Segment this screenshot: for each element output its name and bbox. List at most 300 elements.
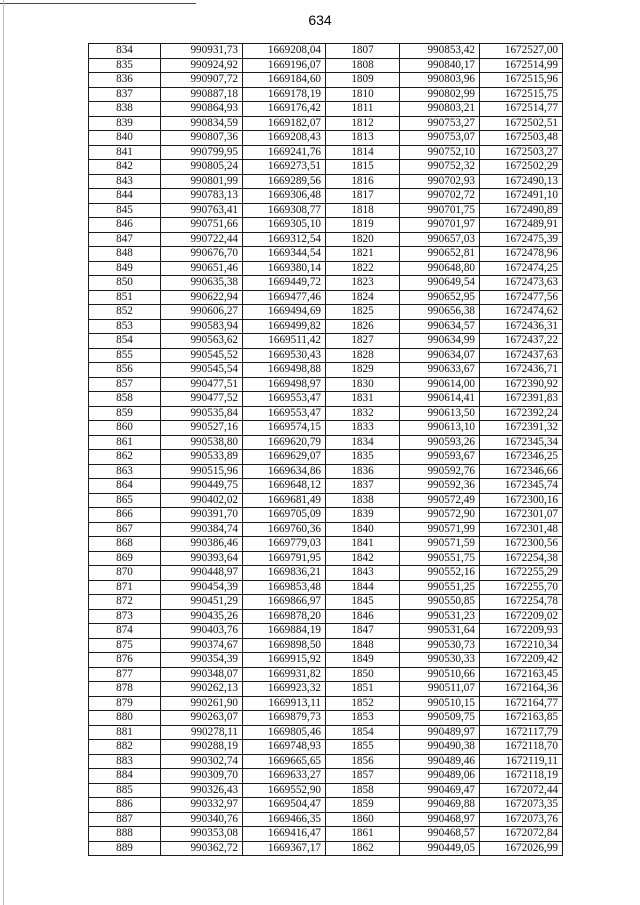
y-coordinate-cell: 1672490,13	[480, 174, 563, 189]
point-number-cell: 840	[89, 131, 161, 146]
table-row	[89, 551, 563, 566]
x-coordinate-cell: 990593,67	[400, 450, 480, 465]
point-number-cell: 871	[89, 580, 161, 595]
x-coordinate-cell: 990763,41	[161, 203, 243, 218]
y-coordinate-cell: 1672118,19	[480, 769, 563, 784]
point-number-cell: 1825	[326, 305, 400, 320]
y-coordinate-cell: 1672255,29	[480, 566, 563, 581]
point-number-cell: 847	[89, 232, 161, 247]
point-number-cell: 1851	[326, 682, 400, 697]
x-coordinate-cell: 990931,73	[161, 44, 243, 59]
x-coordinate-cell: 990469,88	[400, 798, 480, 813]
y-coordinate-cell: 1669553,47	[243, 392, 326, 407]
table-row	[89, 435, 563, 450]
x-coordinate-cell: 990510,15	[400, 696, 480, 711]
x-coordinate-cell: 990384,74	[161, 522, 243, 537]
point-number-cell: 1847	[326, 624, 400, 639]
x-coordinate-cell: 990262,13	[161, 682, 243, 697]
y-coordinate-cell: 1669308,77	[243, 203, 326, 218]
point-number-cell: 1830	[326, 377, 400, 392]
y-coordinate-cell: 1672346,25	[480, 450, 563, 465]
page-edge	[3, 0, 4, 905]
y-coordinate-cell: 1669184,60	[243, 73, 326, 88]
y-coordinate-cell: 1669915,92	[243, 653, 326, 668]
table-row	[89, 218, 563, 233]
y-coordinate-cell: 1669552,90	[243, 783, 326, 798]
x-coordinate-cell: 990563,62	[161, 334, 243, 349]
y-coordinate-cell: 1672392,24	[480, 406, 563, 421]
point-number-cell: 1808	[326, 58, 400, 73]
point-number-cell: 1843	[326, 566, 400, 581]
x-coordinate-cell: 990803,96	[400, 73, 480, 88]
table-row	[89, 479, 563, 494]
x-coordinate-cell: 990530,73	[400, 638, 480, 653]
point-number-cell: 876	[89, 653, 161, 668]
y-coordinate-cell: 1669477,46	[243, 290, 326, 305]
table-row	[89, 189, 563, 204]
table-row	[89, 653, 563, 668]
x-coordinate-cell: 990702,72	[400, 189, 480, 204]
x-coordinate-cell: 990515,96	[161, 464, 243, 479]
table-row	[89, 290, 563, 305]
x-coordinate-cell: 990583,94	[161, 319, 243, 334]
point-number-cell: 880	[89, 711, 161, 726]
y-coordinate-cell: 1672477,56	[480, 290, 563, 305]
x-coordinate-cell: 990353,08	[161, 827, 243, 842]
point-number-cell: 838	[89, 102, 161, 117]
y-coordinate-cell: 1672478,96	[480, 247, 563, 262]
x-coordinate-cell: 990449,75	[161, 479, 243, 494]
point-number-cell: 1813	[326, 131, 400, 146]
table-row	[89, 522, 563, 537]
x-coordinate-cell: 990613,10	[400, 421, 480, 436]
y-coordinate-cell: 1672255,70	[480, 580, 563, 595]
point-number-cell: 1846	[326, 609, 400, 624]
x-coordinate-cell: 990545,52	[161, 348, 243, 363]
table-row	[89, 827, 563, 842]
x-coordinate-cell: 990530,33	[400, 653, 480, 668]
table-row	[89, 276, 563, 291]
table-row	[89, 116, 563, 131]
x-coordinate-cell: 990531,64	[400, 624, 480, 639]
y-coordinate-cell: 1669665,65	[243, 754, 326, 769]
y-coordinate-cell: 1672346,66	[480, 464, 563, 479]
x-coordinate-cell: 990722,44	[161, 232, 243, 247]
x-coordinate-cell: 990864,93	[161, 102, 243, 117]
y-coordinate-cell: 1669836,21	[243, 566, 326, 581]
x-coordinate-cell: 990751,66	[161, 218, 243, 233]
x-coordinate-cell: 990622,94	[161, 290, 243, 305]
y-coordinate-cell: 1672072,44	[480, 783, 563, 798]
point-number-cell: 1853	[326, 711, 400, 726]
y-coordinate-cell: 1669629,07	[243, 450, 326, 465]
point-number-cell: 1812	[326, 116, 400, 131]
y-coordinate-cell: 1672502,51	[480, 116, 563, 131]
table-row	[89, 566, 563, 581]
table-row	[89, 667, 563, 682]
point-number-cell: 843	[89, 174, 161, 189]
y-coordinate-cell: 1669748,93	[243, 740, 326, 755]
point-number-cell: 851	[89, 290, 161, 305]
x-coordinate-cell: 990799,95	[161, 145, 243, 160]
x-coordinate-cell: 990701,97	[400, 218, 480, 233]
point-number-cell: 1824	[326, 290, 400, 305]
x-coordinate-cell: 990454,39	[161, 580, 243, 595]
point-number-cell: 848	[89, 247, 161, 262]
y-coordinate-cell: 1672209,02	[480, 609, 563, 624]
y-coordinate-cell: 1669620,79	[243, 435, 326, 450]
y-coordinate-cell: 1669791,95	[243, 551, 326, 566]
y-coordinate-cell: 1669380,14	[243, 261, 326, 276]
y-coordinate-cell: 1672475,39	[480, 232, 563, 247]
point-number-cell: 887	[89, 812, 161, 827]
x-coordinate-cell: 990676,70	[161, 247, 243, 262]
point-number-cell: 864	[89, 479, 161, 494]
x-coordinate-cell: 990551,75	[400, 551, 480, 566]
point-number-cell: 1815	[326, 160, 400, 175]
point-number-cell: 837	[89, 87, 161, 102]
point-number-cell: 1850	[326, 667, 400, 682]
point-number-cell: 1817	[326, 189, 400, 204]
x-coordinate-cell: 990803,21	[400, 102, 480, 117]
x-coordinate-cell: 990551,25	[400, 580, 480, 595]
y-coordinate-cell: 1669208,04	[243, 44, 326, 59]
y-coordinate-cell: 1672300,16	[480, 493, 563, 508]
x-coordinate-cell: 990545,54	[161, 363, 243, 378]
y-coordinate-cell: 1669681,49	[243, 493, 326, 508]
y-coordinate-cell: 1672254,78	[480, 595, 563, 610]
point-number-cell: 879	[89, 696, 161, 711]
x-coordinate-cell: 990752,32	[400, 160, 480, 175]
y-coordinate-cell: 1669931,82	[243, 667, 326, 682]
x-coordinate-cell: 990263,07	[161, 711, 243, 726]
point-number-cell: 1831	[326, 392, 400, 407]
point-number-cell: 846	[89, 218, 161, 233]
table-row	[89, 609, 563, 624]
point-number-cell: 850	[89, 276, 161, 291]
top-rule	[0, 3, 196, 4]
x-coordinate-cell: 990614,41	[400, 392, 480, 407]
x-coordinate-cell: 990511,07	[400, 682, 480, 697]
y-coordinate-cell: 1672491,10	[480, 189, 563, 204]
y-coordinate-cell: 1669344,54	[243, 247, 326, 262]
y-coordinate-cell: 1672345,74	[480, 479, 563, 494]
point-number-cell: 875	[89, 638, 161, 653]
point-number-cell: 841	[89, 145, 161, 160]
point-number-cell: 1826	[326, 319, 400, 334]
point-number-cell: 853	[89, 319, 161, 334]
table-row	[89, 624, 563, 639]
point-number-cell: 845	[89, 203, 161, 218]
x-coordinate-cell: 990634,57	[400, 319, 480, 334]
y-coordinate-cell: 1669779,03	[243, 537, 326, 552]
table-row	[89, 783, 563, 798]
coordinates-table-body	[89, 44, 563, 856]
point-number-cell: 1849	[326, 653, 400, 668]
x-coordinate-cell: 990354,39	[161, 653, 243, 668]
point-number-cell: 1848	[326, 638, 400, 653]
point-number-cell: 868	[89, 537, 161, 552]
point-number-cell: 854	[89, 334, 161, 349]
point-number-cell: 1855	[326, 740, 400, 755]
y-coordinate-cell: 1672163,85	[480, 711, 563, 726]
table-row	[89, 203, 563, 218]
point-number-cell: 1839	[326, 508, 400, 523]
x-coordinate-cell: 990924,92	[161, 58, 243, 73]
x-coordinate-cell: 990752,10	[400, 145, 480, 160]
point-number-cell: 1832	[326, 406, 400, 421]
point-number-cell: 1828	[326, 348, 400, 363]
point-number-cell: 1822	[326, 261, 400, 276]
y-coordinate-cell: 1669241,76	[243, 145, 326, 160]
point-number-cell: 1860	[326, 812, 400, 827]
y-coordinate-cell: 1669878,20	[243, 609, 326, 624]
table-row	[89, 725, 563, 740]
table-row	[89, 247, 563, 262]
point-number-cell: 1844	[326, 580, 400, 595]
point-number-cell: 1837	[326, 479, 400, 494]
table-row	[89, 392, 563, 407]
table-row	[89, 464, 563, 479]
x-coordinate-cell: 990451,29	[161, 595, 243, 610]
point-number-cell: 834	[89, 44, 161, 59]
table-row	[89, 406, 563, 421]
y-coordinate-cell: 1672390,92	[480, 377, 563, 392]
point-number-cell: 881	[89, 725, 161, 740]
y-coordinate-cell: 1672300,56	[480, 537, 563, 552]
point-number-cell: 1841	[326, 537, 400, 552]
point-number-cell: 1859	[326, 798, 400, 813]
point-number-cell: 878	[89, 682, 161, 697]
y-coordinate-cell: 1669648,12	[243, 479, 326, 494]
point-number-cell: 839	[89, 116, 161, 131]
table-row	[89, 682, 563, 697]
x-coordinate-cell: 990391,70	[161, 508, 243, 523]
x-coordinate-cell: 990533,89	[161, 450, 243, 465]
x-coordinate-cell: 990648,80	[400, 261, 480, 276]
x-coordinate-cell: 990288,19	[161, 740, 243, 755]
table-row	[89, 537, 563, 552]
y-coordinate-cell: 1669705,09	[243, 508, 326, 523]
y-coordinate-cell: 1672301,48	[480, 522, 563, 537]
y-coordinate-cell: 1672490,89	[480, 203, 563, 218]
y-coordinate-cell: 1672473,63	[480, 276, 563, 291]
point-number-cell: 857	[89, 377, 161, 392]
y-coordinate-cell: 1669530,43	[243, 348, 326, 363]
y-coordinate-cell: 1669760,36	[243, 522, 326, 537]
y-coordinate-cell: 1669634,86	[243, 464, 326, 479]
point-number-cell: 1852	[326, 696, 400, 711]
y-coordinate-cell: 1669574,15	[243, 421, 326, 436]
y-coordinate-cell: 1672163,45	[480, 667, 563, 682]
table-row	[89, 595, 563, 610]
x-coordinate-cell: 990593,26	[400, 435, 480, 450]
y-coordinate-cell: 1672026,99	[480, 841, 563, 856]
point-number-cell: 869	[89, 551, 161, 566]
y-coordinate-cell: 1669504,47	[243, 798, 326, 813]
y-coordinate-cell: 1669178,19	[243, 87, 326, 102]
y-coordinate-cell: 1672503,48	[480, 131, 563, 146]
point-number-cell: 870	[89, 566, 161, 581]
table-row	[89, 798, 563, 813]
x-coordinate-cell: 990834,59	[161, 116, 243, 131]
y-coordinate-cell: 1672391,32	[480, 421, 563, 436]
x-coordinate-cell: 990326,43	[161, 783, 243, 798]
point-number-cell: 1821	[326, 247, 400, 262]
x-coordinate-cell: 990448,97	[161, 566, 243, 581]
x-coordinate-cell: 990552,16	[400, 566, 480, 581]
point-number-cell: 866	[89, 508, 161, 523]
y-coordinate-cell: 1669176,42	[243, 102, 326, 117]
point-number-cell: 883	[89, 754, 161, 769]
point-number-cell: 1842	[326, 551, 400, 566]
x-coordinate-cell: 990635,38	[161, 276, 243, 291]
y-coordinate-cell: 1669633,27	[243, 769, 326, 784]
x-coordinate-cell: 990805,24	[161, 160, 243, 175]
point-number-cell: 1823	[326, 276, 400, 291]
x-coordinate-cell: 990701,75	[400, 203, 480, 218]
y-coordinate-cell: 1672527,00	[480, 44, 563, 59]
point-number-cell: 882	[89, 740, 161, 755]
point-number-cell: 1809	[326, 73, 400, 88]
point-number-cell: 849	[89, 261, 161, 276]
x-coordinate-cell: 990510,66	[400, 667, 480, 682]
y-coordinate-cell: 1669898,50	[243, 638, 326, 653]
y-coordinate-cell: 1672489,91	[480, 218, 563, 233]
y-coordinate-cell: 1672437,63	[480, 348, 563, 363]
y-coordinate-cell: 1672073,35	[480, 798, 563, 813]
point-number-cell: 1834	[326, 435, 400, 450]
point-number-cell: 1827	[326, 334, 400, 349]
table-row	[89, 160, 563, 175]
point-number-cell: 1861	[326, 827, 400, 842]
x-coordinate-cell: 990783,13	[161, 189, 243, 204]
x-coordinate-cell: 990302,74	[161, 754, 243, 769]
y-coordinate-cell: 1669553,47	[243, 406, 326, 421]
x-coordinate-cell: 990572,49	[400, 493, 480, 508]
x-coordinate-cell: 990332,97	[161, 798, 243, 813]
y-coordinate-cell: 1672391,83	[480, 392, 563, 407]
point-number-cell: 884	[89, 769, 161, 784]
y-coordinate-cell: 1669416,47	[243, 827, 326, 842]
x-coordinate-cell: 990374,67	[161, 638, 243, 653]
table-row	[89, 638, 563, 653]
point-number-cell: 1810	[326, 87, 400, 102]
point-number-cell: 888	[89, 827, 161, 842]
point-number-cell: 1845	[326, 595, 400, 610]
point-number-cell: 1836	[326, 464, 400, 479]
table-row	[89, 740, 563, 755]
y-coordinate-cell: 1669879,73	[243, 711, 326, 726]
y-coordinate-cell: 1669289,56	[243, 174, 326, 189]
y-coordinate-cell: 1669853,48	[243, 580, 326, 595]
y-coordinate-cell: 1672345,34	[480, 435, 563, 450]
x-coordinate-cell: 990535,84	[161, 406, 243, 421]
point-number-cell: 863	[89, 464, 161, 479]
x-coordinate-cell: 990509,75	[400, 711, 480, 726]
table-row	[89, 73, 563, 88]
y-coordinate-cell: 1669367,17	[243, 841, 326, 856]
y-coordinate-cell: 1669511,42	[243, 334, 326, 349]
y-coordinate-cell: 1669312,54	[243, 232, 326, 247]
y-coordinate-cell: 1669208,43	[243, 131, 326, 146]
x-coordinate-cell: 990489,46	[400, 754, 480, 769]
point-number-cell: 1820	[326, 232, 400, 247]
x-coordinate-cell: 990469,47	[400, 783, 480, 798]
x-coordinate-cell: 990634,07	[400, 348, 480, 363]
y-coordinate-cell: 1672209,42	[480, 653, 563, 668]
point-number-cell: 860	[89, 421, 161, 436]
point-number-cell: 889	[89, 841, 161, 856]
coordinates-table	[88, 43, 563, 856]
table-row	[89, 450, 563, 465]
y-coordinate-cell: 1672072,84	[480, 827, 563, 842]
table-row	[89, 58, 563, 73]
table-row	[89, 377, 563, 392]
x-coordinate-cell: 990550,85	[400, 595, 480, 610]
point-number-cell: 877	[89, 667, 161, 682]
y-coordinate-cell: 1672514,77	[480, 102, 563, 117]
y-coordinate-cell: 1672117,79	[480, 725, 563, 740]
table-row	[89, 363, 563, 378]
x-coordinate-cell: 990527,16	[161, 421, 243, 436]
point-number-cell: 886	[89, 798, 161, 813]
x-coordinate-cell: 990887,18	[161, 87, 243, 102]
table-row	[89, 174, 563, 189]
y-coordinate-cell: 1672436,31	[480, 319, 563, 334]
table-row	[89, 348, 563, 363]
x-coordinate-cell: 990807,36	[161, 131, 243, 146]
point-number-cell: 859	[89, 406, 161, 421]
y-coordinate-cell: 1669913,11	[243, 696, 326, 711]
x-coordinate-cell: 990613,50	[400, 406, 480, 421]
y-coordinate-cell: 1669494,69	[243, 305, 326, 320]
y-coordinate-cell: 1669466,35	[243, 812, 326, 827]
y-coordinate-cell: 1669498,88	[243, 363, 326, 378]
y-coordinate-cell: 1672301,07	[480, 508, 563, 523]
x-coordinate-cell: 990657,03	[400, 232, 480, 247]
x-coordinate-cell: 990393,64	[161, 551, 243, 566]
y-coordinate-cell: 1672474,25	[480, 261, 563, 276]
x-coordinate-cell: 990468,97	[400, 812, 480, 827]
x-coordinate-cell: 990801,99	[161, 174, 243, 189]
table-row	[89, 711, 563, 726]
y-coordinate-cell: 1669306,48	[243, 189, 326, 204]
x-coordinate-cell: 990489,06	[400, 769, 480, 784]
table-row	[89, 232, 563, 247]
x-coordinate-cell: 990652,95	[400, 290, 480, 305]
point-number-cell: 1807	[326, 44, 400, 59]
table-row	[89, 812, 563, 827]
x-coordinate-cell: 990753,27	[400, 116, 480, 131]
x-coordinate-cell: 990402,02	[161, 493, 243, 508]
y-coordinate-cell: 1672164,77	[480, 696, 563, 711]
y-coordinate-cell: 1672474,62	[480, 305, 563, 320]
point-number-cell: 1816	[326, 174, 400, 189]
x-coordinate-cell: 990634,99	[400, 334, 480, 349]
page-number: 634	[308, 12, 332, 28]
table-row	[89, 305, 563, 320]
y-coordinate-cell: 1669884,19	[243, 624, 326, 639]
table-row	[89, 102, 563, 117]
point-number-cell: 1857	[326, 769, 400, 784]
point-number-cell: 1854	[326, 725, 400, 740]
table-row	[89, 319, 563, 334]
point-number-cell: 872	[89, 595, 161, 610]
table-row	[89, 421, 563, 436]
x-coordinate-cell: 990468,57	[400, 827, 480, 842]
table-row	[89, 841, 563, 856]
